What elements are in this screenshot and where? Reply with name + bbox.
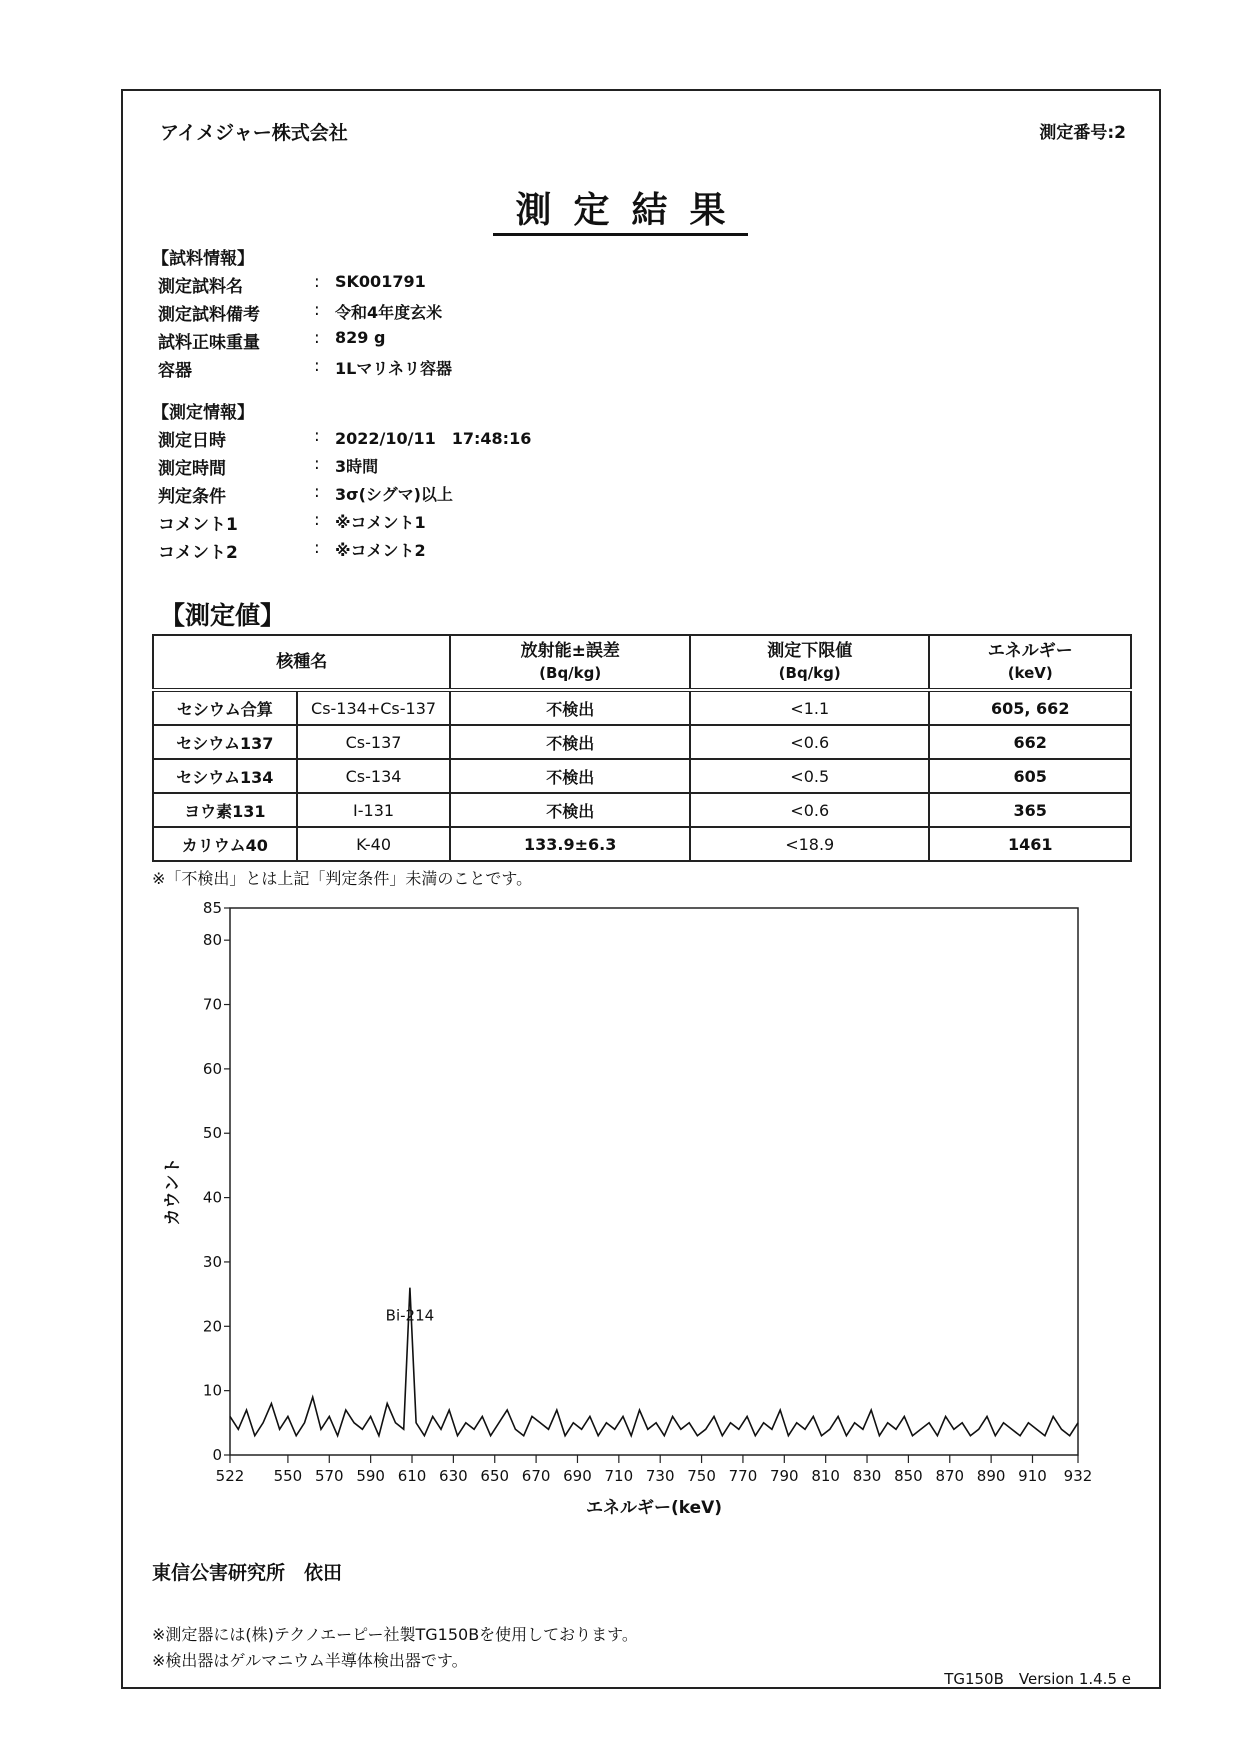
comment1-value: ※コメント1	[335, 513, 426, 532]
nuclide-symbol: I-131	[297, 793, 451, 827]
sample-weight-label: 試料正味重量	[158, 333, 260, 353]
x-tick-label: 790	[769, 1467, 799, 1485]
container-value: 1Lマリネリ容器	[335, 359, 453, 378]
colon: :	[314, 538, 320, 558]
measurement-number: 測定番号:2	[1039, 123, 1126, 143]
x-tick-label: 750	[687, 1467, 716, 1485]
nuclide-symbol: Cs-134+Cs-137	[297, 690, 451, 725]
peak-annotation: Bi-214	[385, 1306, 435, 1325]
container-label: 容器	[158, 361, 192, 381]
y-tick-label: 60	[202, 1059, 222, 1078]
x-tick-label: 730	[645, 1467, 675, 1485]
results-heading: 【測定値】	[160, 601, 286, 630]
x-tick-label: 550	[273, 1467, 303, 1485]
y-tick-label: 70	[202, 995, 222, 1014]
x-tick-label: 850	[894, 1467, 923, 1485]
x-tick-label: 522	[215, 1467, 245, 1485]
criterion-value: 3σ(シグマ)以上	[335, 485, 453, 504]
x-tick-label: 770	[728, 1467, 758, 1485]
comment1-label: コメント1	[158, 515, 238, 535]
y-tick-label: 40	[202, 1188, 222, 1207]
nuclide-name: カリウム40	[153, 827, 297, 861]
limit-header: 測定下限値 (Bq/kg)	[690, 635, 929, 690]
nuclide-symbol: K-40	[297, 827, 451, 861]
duration-value: 3時間	[335, 457, 379, 476]
nuclide-name: セシウム合算	[153, 690, 297, 725]
colon: :	[314, 510, 320, 530]
limit-cell: <18.9	[690, 827, 929, 861]
colon: :	[314, 454, 320, 474]
x-tick-label: 870	[935, 1467, 965, 1485]
detector-note: ※検出器はゲルマニウム半導体検出器です。	[152, 1651, 468, 1670]
sample-remark-label: 測定試料備考	[158, 305, 260, 325]
results-table	[152, 634, 1132, 862]
activity-cell: 不検出	[450, 690, 690, 725]
spectrum-series-line	[230, 1288, 1078, 1436]
x-tick-label: 670	[521, 1467, 551, 1485]
y-tick-label: 80	[202, 931, 222, 950]
x-tick-label: 710	[604, 1467, 634, 1485]
table-row	[153, 690, 1131, 725]
table-row	[153, 793, 1131, 827]
table-row	[153, 827, 1131, 861]
datetime-label: 測定日時	[158, 431, 226, 451]
colon: :	[314, 272, 320, 292]
nuclide-name: ヨウ素131	[153, 793, 297, 827]
sample-remark-value: 令和4年度玄米	[335, 303, 443, 322]
company-name: アイメジャー株式会社	[160, 122, 348, 144]
sample-info-heading: 【試料情報】	[152, 249, 254, 269]
x-tick-label: 610	[397, 1467, 427, 1485]
nuclide-name: セシウム134	[153, 759, 297, 793]
sample-name-label: 測定試料名	[158, 277, 243, 297]
table-row	[153, 759, 1131, 793]
y-tick-label: 30	[202, 1252, 222, 1271]
nuclide-header: 核種名	[153, 635, 450, 690]
y-axis-label: カウント	[163, 1157, 183, 1226]
limit-cell: <0.6	[690, 793, 929, 827]
nuclide-symbol: Cs-134	[297, 759, 451, 793]
x-tick-label: 932	[1063, 1467, 1093, 1485]
limit-cell: <0.5	[690, 759, 929, 793]
y-tick-label: 50	[202, 1124, 222, 1143]
energy-header: エネルギー (keV)	[929, 635, 1131, 690]
colon: :	[314, 482, 320, 502]
x-tick-label: 590	[356, 1467, 385, 1485]
limit-cell: <1.1	[690, 690, 929, 725]
limit-cell: <0.6	[690, 725, 929, 759]
nuclide-symbol: Cs-137	[297, 725, 451, 759]
colon: :	[314, 300, 320, 320]
x-tick-label: 650	[480, 1467, 510, 1485]
activity-cell: 不検出	[450, 793, 690, 827]
measurement-info-heading: 【測定情報】	[152, 403, 254, 423]
energy-cell: 662	[929, 725, 1131, 759]
results-note: ※「不検出」とは上記「判定条件」未満のことです。	[152, 869, 533, 888]
colon: :	[314, 328, 320, 348]
x-tick-label: 890	[976, 1467, 1006, 1485]
energy-cell: 605, 662	[929, 690, 1131, 725]
nuclide-name: セシウム137	[153, 725, 297, 759]
spectrum-chart	[150, 900, 1110, 1540]
sample-weight-value: 829 g	[335, 328, 386, 347]
duration-label: 測定時間	[158, 459, 226, 479]
x-tick-label: 830	[852, 1467, 882, 1485]
criterion-label: 判定条件	[158, 487, 226, 507]
energy-cell: 1461	[929, 827, 1131, 861]
page-title: 測定結果	[0, 182, 1241, 233]
x-tick-label: 630	[439, 1467, 468, 1485]
y-tick-label: 0	[212, 1446, 222, 1464]
version-label: TG150B Version 1.4.5 e	[944, 1670, 1131, 1688]
y-tick-label: 20	[202, 1317, 222, 1336]
y-tick-label: 85	[202, 900, 222, 917]
x-tick-label: 910	[1018, 1467, 1047, 1485]
comment2-label: コメント2	[158, 543, 238, 563]
plot-frame	[230, 908, 1078, 1455]
datetime-value: 2022/10/11 17:48:16	[335, 429, 532, 448]
comment2-value: ※コメント2	[335, 541, 426, 560]
x-axis-label: エネルギー(keV)	[585, 1498, 723, 1518]
lab-name: 東信公害研究所 依田	[152, 1562, 343, 1584]
colon: :	[314, 426, 320, 446]
activity-header: 放射能±誤差 (Bq/kg)	[450, 635, 690, 690]
activity-cell: 133.9±6.3	[450, 827, 690, 861]
x-tick-label: 690	[563, 1467, 592, 1485]
instrument-note: ※測定器には(株)テクノエーピー社製TG150Bを使用しております。	[152, 1625, 638, 1644]
sample-name-value: SK001791	[335, 272, 426, 291]
energy-cell: 365	[929, 793, 1131, 827]
table-row	[153, 725, 1131, 759]
x-tick-label: 810	[811, 1467, 840, 1485]
activity-cell: 不検出	[450, 759, 690, 793]
y-tick-label: 10	[202, 1381, 222, 1400]
activity-cell: 不検出	[450, 725, 690, 759]
energy-cell: 605	[929, 759, 1131, 793]
colon: :	[314, 356, 320, 376]
x-tick-label: 570	[314, 1467, 344, 1485]
